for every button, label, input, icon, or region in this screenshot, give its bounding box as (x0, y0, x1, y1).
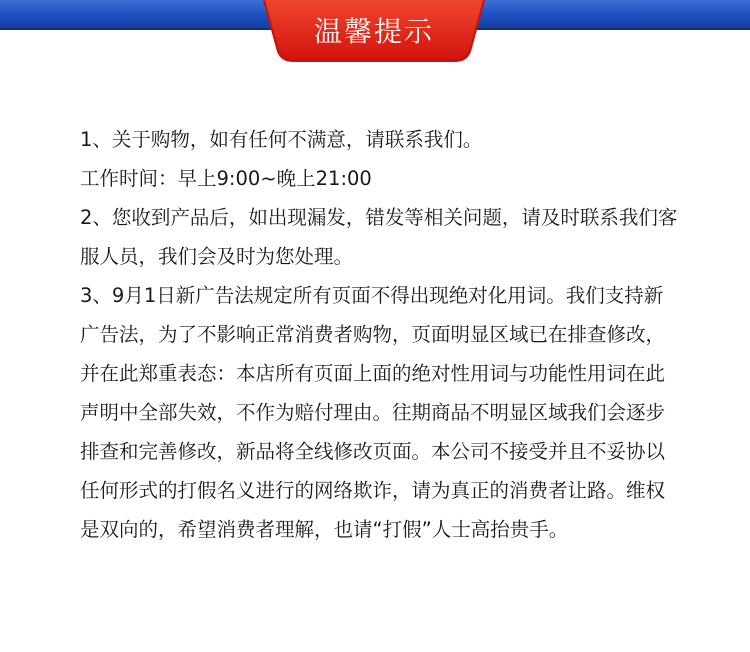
notice-paragraph: 工作时间：早上9:00~晚上21:00 (80, 167, 372, 190)
notice-paragraph: 2、您收到产品后，如出现漏发，错发等相关问题，请及时联系我们客服人员，我们会及时为您处理。 (80, 206, 678, 268)
title-tab (263, 0, 485, 64)
notice-paragraph: 3、9月1日新广告法规定所有页面不得出现绝对化用词。我们支持新广告法，为了不影响正常消费者购物，页面明显区域已在排查修改，并在此郑重表态：本店所有页面上面的绝对性用词与功能性用词在此声明中全部失效，不作为赔付理由。往期商品不明显区域我们会逐步排查和完善修改，新品将全线修改页面。本公司不接受并且不妥协以任何形式的打假名义进行的网络欺诈，请为真正的消费者让路。维权是双向的，希望消费者理解，也请“打假”人士高抬贵手。 (80, 284, 666, 541)
notice-body (80, 120, 680, 549)
notice-paragraph: 1、关于购物，如有任何不满意，请联系我们。 (80, 128, 483, 151)
page-title: 温馨提示 (313, 15, 434, 48)
